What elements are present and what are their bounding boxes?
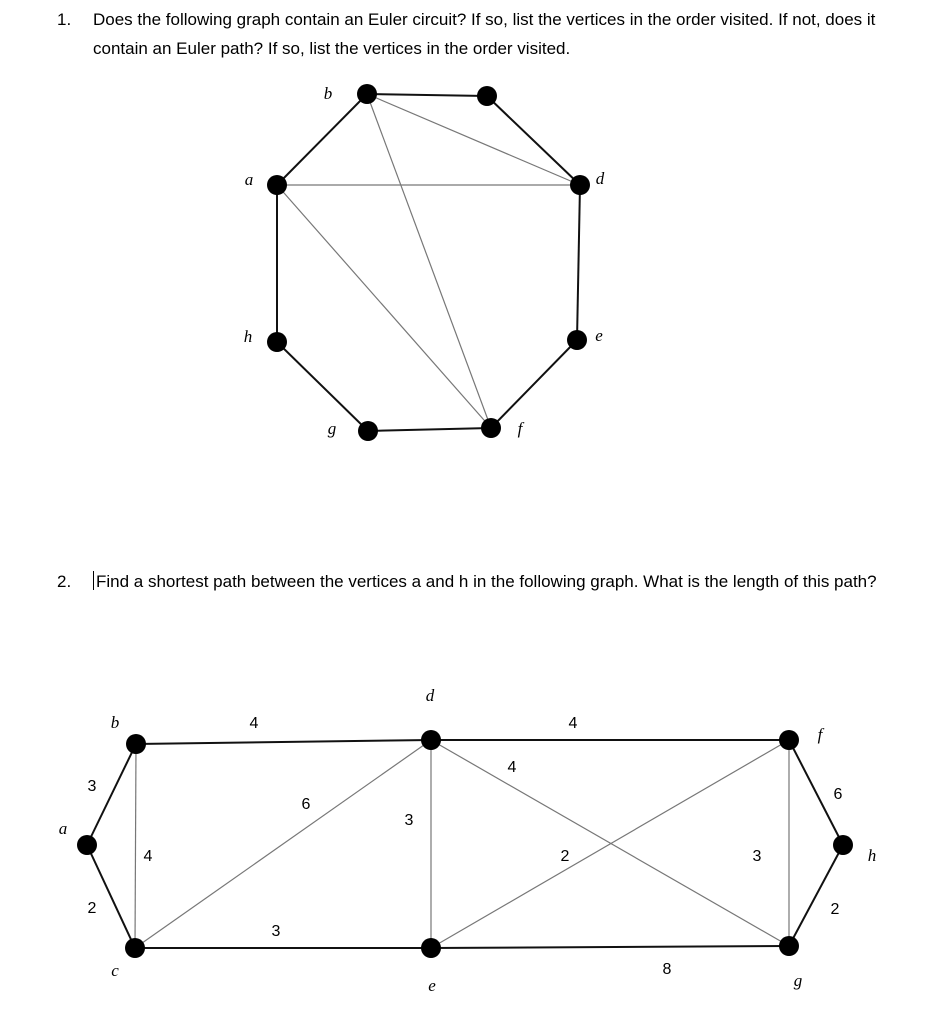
graph1-vertex-h (267, 332, 287, 352)
graph1-label-a: a (244, 169, 254, 189)
question-1-text: Does the following graph contain an Euler circuit? If so, list the vertices in the order visited. If not, does it contain an Euler path? If so, list the vertices in the order visited. (93, 10, 876, 58)
graph2-weight-c-d: 6 (301, 796, 311, 814)
graph1-edge-b-c (367, 94, 487, 96)
graph2-vertex-e (421, 938, 441, 958)
graph1-edge-g-h (277, 342, 368, 431)
graph2-weight-d-e: 3 (404, 812, 414, 830)
graph1-edge-b-d (367, 94, 580, 185)
graph1-vertex-a (267, 175, 287, 195)
graph1-edge-d-e (577, 185, 580, 340)
graph1-label-g: g (327, 418, 337, 438)
graph1-edge-c-d (487, 96, 580, 185)
graph1-vertex-b (357, 84, 377, 104)
graph2-vertex-d (421, 730, 441, 750)
question-2-number: 2. (57, 572, 72, 591)
graph2-label-f: f (817, 724, 823, 744)
graph2-weight-g-h: 2 (830, 901, 840, 919)
graph1-label-h: h (243, 326, 253, 346)
graph2-edge-g-h (789, 845, 843, 946)
graph2-weight-f-g: 3 (752, 848, 762, 866)
graph2-weight-c-e: 3 (271, 923, 281, 941)
graph1-label-e: e (595, 325, 603, 345)
graph2-label-b: b (110, 712, 120, 732)
graph1-edge-a-f (277, 185, 491, 428)
graph2-weight-a-b: 3 (87, 778, 97, 796)
graph2-edge-a-c (87, 845, 135, 948)
graph2-vertex-h (833, 835, 853, 855)
graph2-edge-c-d (135, 740, 431, 948)
graph1-edge-b-f (367, 94, 491, 428)
graph2-vertex-b (126, 734, 146, 754)
graph2-label-e: e (428, 975, 436, 995)
graph2-weight-b-d: 4 (249, 715, 259, 733)
graph2-vertex-f (779, 730, 799, 750)
graph1-vertex-d (570, 175, 590, 195)
graph1-edge-e-f (491, 340, 577, 428)
graph1-vertex-c (477, 86, 497, 106)
graph2-label-d: d (425, 685, 435, 705)
graph1-label-f: f (517, 418, 523, 438)
graph2-weight-d-f: 4 (568, 715, 578, 733)
graph2-weight-f-h: 6 (833, 786, 843, 804)
graph1-vertex-e (567, 330, 587, 350)
graph2-label-a: a (58, 818, 68, 838)
graph2-weight-b-c: 4 (143, 848, 153, 866)
graph2-weight-e-g: 8 (662, 961, 672, 979)
question-2-text: Find a shortest path between the vertices a and h in the following graph. What is the length of this path? (96, 572, 877, 591)
graph2-label-h: h (867, 845, 877, 865)
graph1-edge-a-b (277, 94, 367, 185)
graph2-edge-b-d (136, 740, 431, 744)
graph2-vertex-g (779, 936, 799, 956)
graph2-edge-e-g (431, 946, 789, 948)
graph1-label-b: b (323, 83, 333, 103)
graph2-weight-a-c: 2 (87, 900, 97, 918)
graph2-vertex-c (125, 938, 145, 958)
graph2-label-g: g (793, 970, 803, 990)
graph2-weight-e-f: 2 (560, 848, 570, 866)
graph2-weight-d-g: 4 (507, 759, 517, 777)
graph2-edge-b-c (135, 744, 136, 948)
graph1-vertex-f (481, 418, 501, 438)
question-1-number: 1. (57, 10, 72, 29)
graph2-label-c: c (111, 960, 119, 980)
graph1-edge-f-g (368, 428, 491, 431)
graph1-vertex-g (358, 421, 378, 441)
graph1-label-d: d (595, 168, 605, 188)
graph2-vertex-a (77, 835, 97, 855)
